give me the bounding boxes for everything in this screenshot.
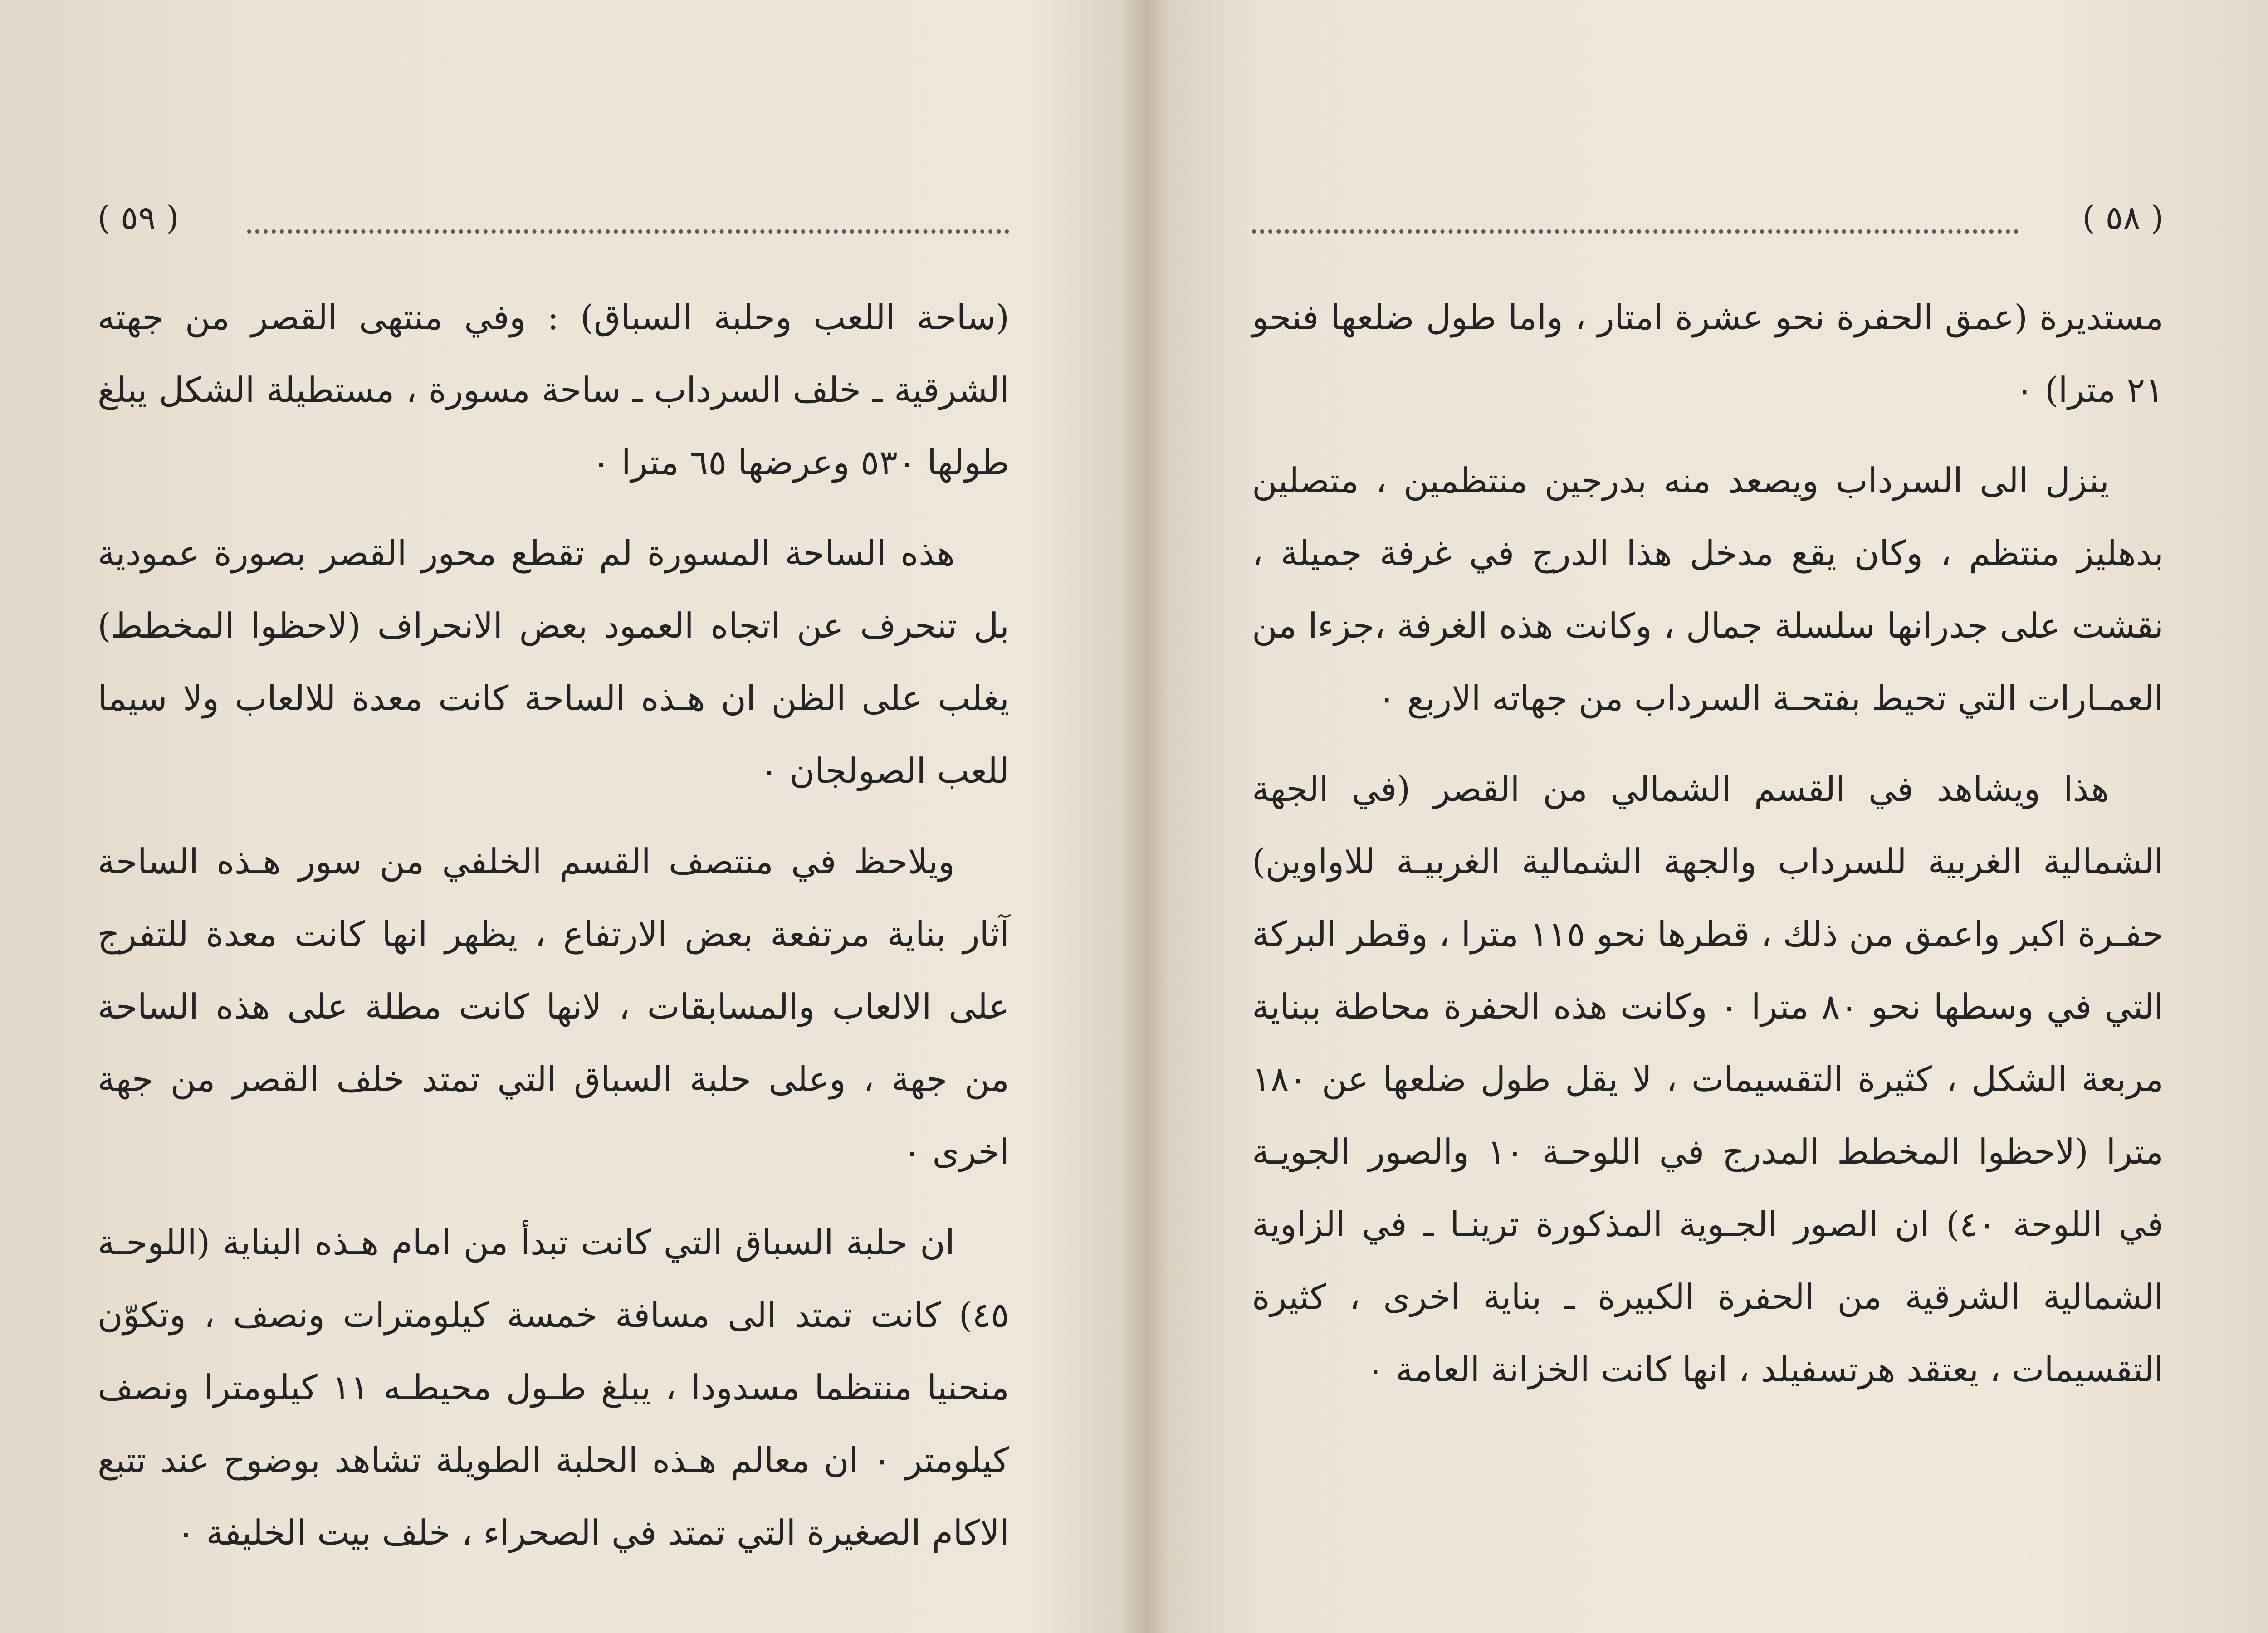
left-paragraph-2: هذه الساحة المسورة لم تقطع محور القصر بصورة عمودية بل تنحرف عن اتجاه العمود بعض الانحراف (لاحظوا المخطط) يغلب على الظن ان هـذه الساحة كانت معدة للالعاب ولا سيما للعب الصولجان ٠	[98, 533, 1009, 791]
left-paragraph-3: ويلاحظ في منتصف القسم الخلفي من سور هـذه الساحة آثار بناية مرتفعة بعض الارتفاع ، يظهر انها كانت معدة للتفرج على الالعاب والمسابقات ، لانها كانت مطلة على هذه الساحة من جهة ، وعلى حلبة السباق التي تمتد خلف القصر من جهة اخرى ٠	[98, 841, 1009, 1172]
left-page-header	[98, 190, 1009, 245]
right-header-dotted-rule	[1252, 229, 2019, 234]
left-page-number: ( ٥٩ )	[98, 199, 179, 237]
right-page-body	[1252, 281, 2164, 1542]
left-paragraph-4: ان حلبة السباق التي كانت تبدأ من امام هـذه البناية (اللوحـة ٤٥) كانت تمتد الى مسافة خمسة كيلومترات ونصف ، وتكوّن منحنيا منتظما مسدودا ، يبلغ طـول محيطـه ١١ كيلومترا ونصف كيلومتر ٠ ان معالم هـذه الحلبة الطويلة تشاهد بوضوح عند تتبع الاكام الصغيرة التي تمتد في الصحراء ، خلف بيت الخليفة ٠	[98, 1222, 1009, 1553]
right-page-header	[1252, 190, 2164, 245]
left-header-dotted-rule	[247, 229, 1009, 234]
right-paragraph-3: هذا ويشاهد في القسم الشمالي من القصر (في الجهة الشمالية الغربية للسرداب والجهة الشمالية الغربيـة للاواوين) حفـرة اكبر واعمق من ذلك ، قطرها نحو ١١٥ مترا ، وقطر البركة التي في وسطها نحو ٨٠ مترا ٠ وكانت هذه الحفرة محاطة ببناية مربعة الشكل ، كثيرة التقسيمات ، لا يقل طول ضلعها عن ١٨٠ مترا (لاحظوا المخطط المدرج في اللوحـة ١٠ والصور الجويـة في اللوحة ٤٠) ان الصور الجـوية المذكورة ترينـا ـ في الزاوية الشمالية الشرقية من الحفرة الكبيرة ـ بناية اخرى ، كثيرة التقسيمات ، يعتقد هرتسفيلد ، انها كانت الخزانة العامة ٠	[1252, 769, 2164, 1389]
right-paragraph-1: مستديرة (عمق الحفرة نحو عشرة امتار ، واما طول ضلعها فنحو ٢١ مترا) ٠	[1252, 297, 2164, 410]
right-paragraph-2: ينزل الى السرداب ويصعد منه بدرجين منتظمين ، متصلين بدهليز منتظم ، وكان يقع مدخل هذا الدرج في غرفة جميلة ، نقشت على جدرانها سلسلة جمال ، وكانت هذه الغرفة ،جزءا من العمـارات التي تحيط بفتحـة السرداب من جهاته الاربع ٠	[1252, 460, 2164, 718]
right-page-number: ( ٥٨ )	[2082, 199, 2164, 237]
left-page-body	[98, 281, 1009, 1553]
left-paragraph-1: (ساحة اللعب وحلبة السباق) : وفي منتهى القصر من جهته الشرقية ـ خلف السرداب ـ ساحة مسورة ، مستطيلة الشكل يبلغ طولها ٥٣٠ وعرضها ٦٥ مترا ٠	[98, 297, 1009, 483]
right-page	[1154, 0, 2268, 1633]
